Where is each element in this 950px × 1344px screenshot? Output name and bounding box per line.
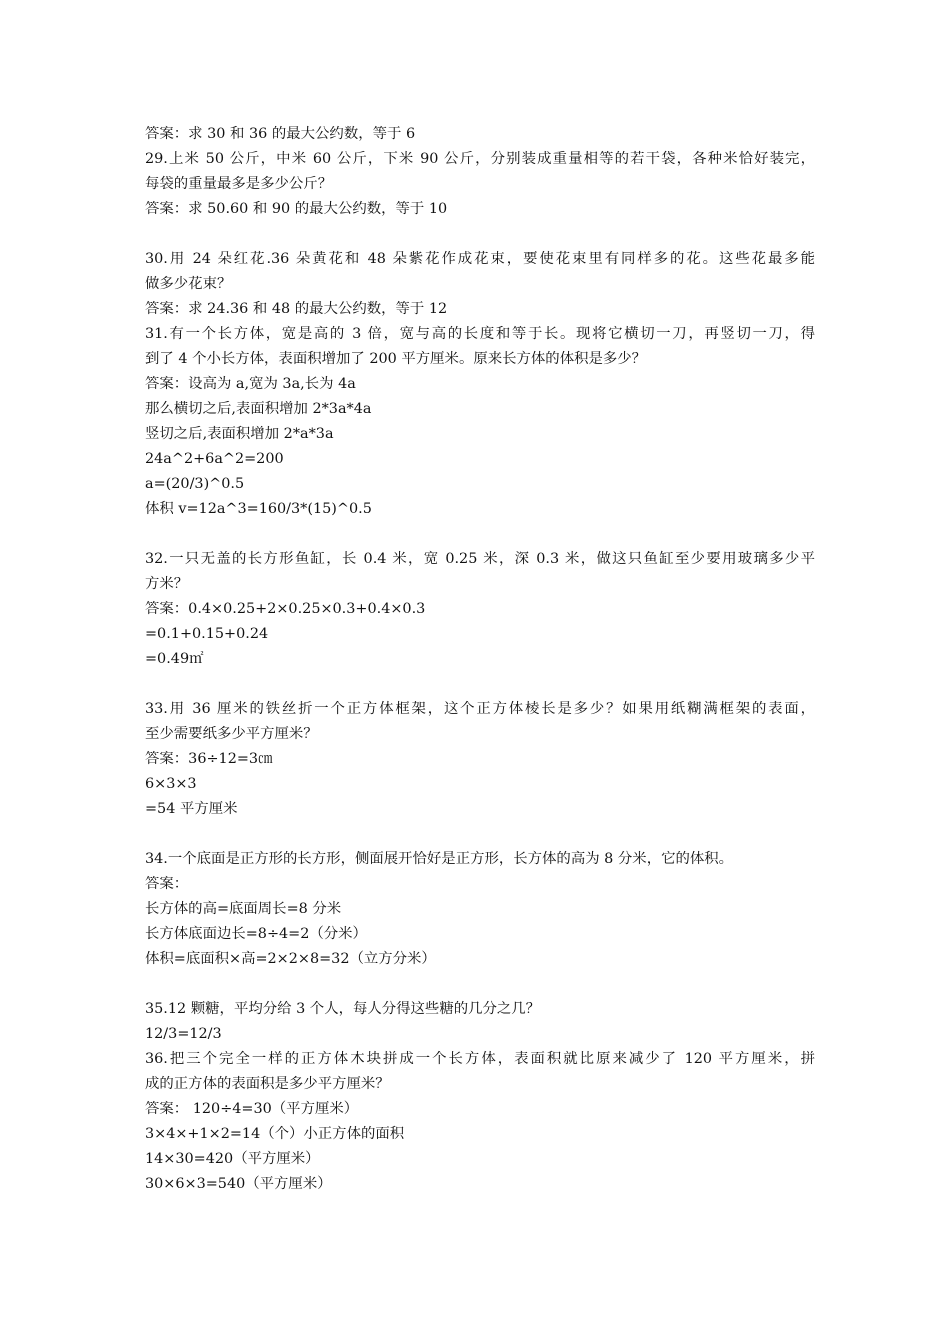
text-line: 答案：求 30 和 36 的最大公约数，等于 6 (145, 126, 416, 142)
text-line: 那么横切之后,表面积增加 2*3a*4a (145, 401, 372, 417)
blank-line (145, 822, 815, 847)
text-line: =0.49㎡ (145, 651, 204, 667)
text-line: 33.用 36 厘米的铁丝折一个正方体框架，这个正方体棱长是多少？如果用纸糊满框架的表面， (145, 701, 815, 717)
text-line: 答案：求 50.60 和 90 的最大公约数，等于 10 (145, 201, 448, 217)
document-body (145, 122, 815, 1197)
text-line: 24a^2+6a^2=200 (145, 451, 284, 467)
blank-line (145, 522, 815, 547)
blank-line (145, 972, 815, 997)
text-line: 32.一只无盖的长方形鱼缸，长 0.4 米，宽 0.25 米，深 0.3 米，做这只鱼缸至少要用玻璃多少平 (145, 551, 815, 567)
text-line: 答案：36÷12=3㎝ (145, 751, 273, 767)
text-line: 每袋的重量最多是多少公斤？ (145, 176, 333, 192)
text-line: 长方体的高=底面周长=8 分米 (145, 901, 342, 917)
text-line: 答案：设高为 a,宽为 3a,长为 4a (145, 376, 356, 392)
blank-line (145, 672, 815, 697)
blank-line (145, 222, 815, 247)
text-line: 35.12 颗糖，平均分给 3 个人，每人分得这些糖的几分之几？ (145, 1001, 541, 1017)
text-line: =54 平方厘米 (145, 801, 238, 817)
text-line: 14×30=420（平方厘米） (145, 1151, 320, 1167)
text-line: 答案：求 24.36 和 48 的最大公约数，等于 12 (145, 301, 448, 317)
text-line: 方米？ (145, 576, 189, 592)
text-line: 6×3×3 (145, 776, 197, 792)
text-line: 长方体底面边长=8÷4=2（分米） (145, 926, 367, 942)
text-line: 答案： (145, 876, 189, 892)
text-line: =0.1+0.15+0.24 (145, 626, 269, 642)
text-line: 到了 4 个小长方体，表面积增加了 200 平方厘米。原来长方体的体积是多少？ (145, 351, 647, 367)
text-line: 30×6×3=540（平方厘米） (145, 1176, 332, 1192)
text-line: 答案：0.4×0.25+2×0.25×0.3+0.4×0.3 (145, 601, 426, 617)
text-line: 30.用 24 朵红花.36 朵黄花和 48 朵紫花作成花束，要使花束里有同样多的花。这些花最多能 (145, 251, 815, 267)
text-line: 31.有一个长方体，宽是高的 3 倍，宽与高的长度和等于长。现将它横切一刀，再竖切一刀，得 (145, 326, 815, 342)
text-line: 29.上米 50 公斤，中米 60 公斤，下米 90 公斤，分别装成重量相等的若干袋，各种米恰好装完， (145, 151, 815, 167)
text-line: 3×4×+1×2=14（个）小正方体的面积 (145, 1126, 405, 1142)
text-line: 答案： 120÷4=30（平方厘米） (145, 1101, 359, 1117)
text-line: 竖切之后,表面积增加 2*a*3a (145, 426, 334, 442)
text-line: 12/3=12/3 (145, 1026, 222, 1042)
text-line: 36.把三个完全一样的正方体木块拼成一个长方体，表面积就比原来减少了 120 平方厘米，拼 (145, 1051, 815, 1067)
text-line: 体积=底面积×高=2×2×8=32（立方分米） (145, 951, 436, 967)
text-line: 做多少花束？ (145, 276, 232, 292)
text-line: 至少需要纸多少平方厘米？ (145, 726, 318, 742)
text-line: 34.一个底面是正方形的长方形，侧面展开恰好是正方形，长方体的高为 8 分米，它的体积。 (145, 851, 734, 867)
text-line: 成的正方体的表面积是多少平方厘米？ (145, 1076, 390, 1092)
text-line: a=(20/3)^0.5 (145, 476, 245, 492)
text-line: 体积 v=12a^3=160/3*(15)^0.5 (145, 501, 372, 517)
